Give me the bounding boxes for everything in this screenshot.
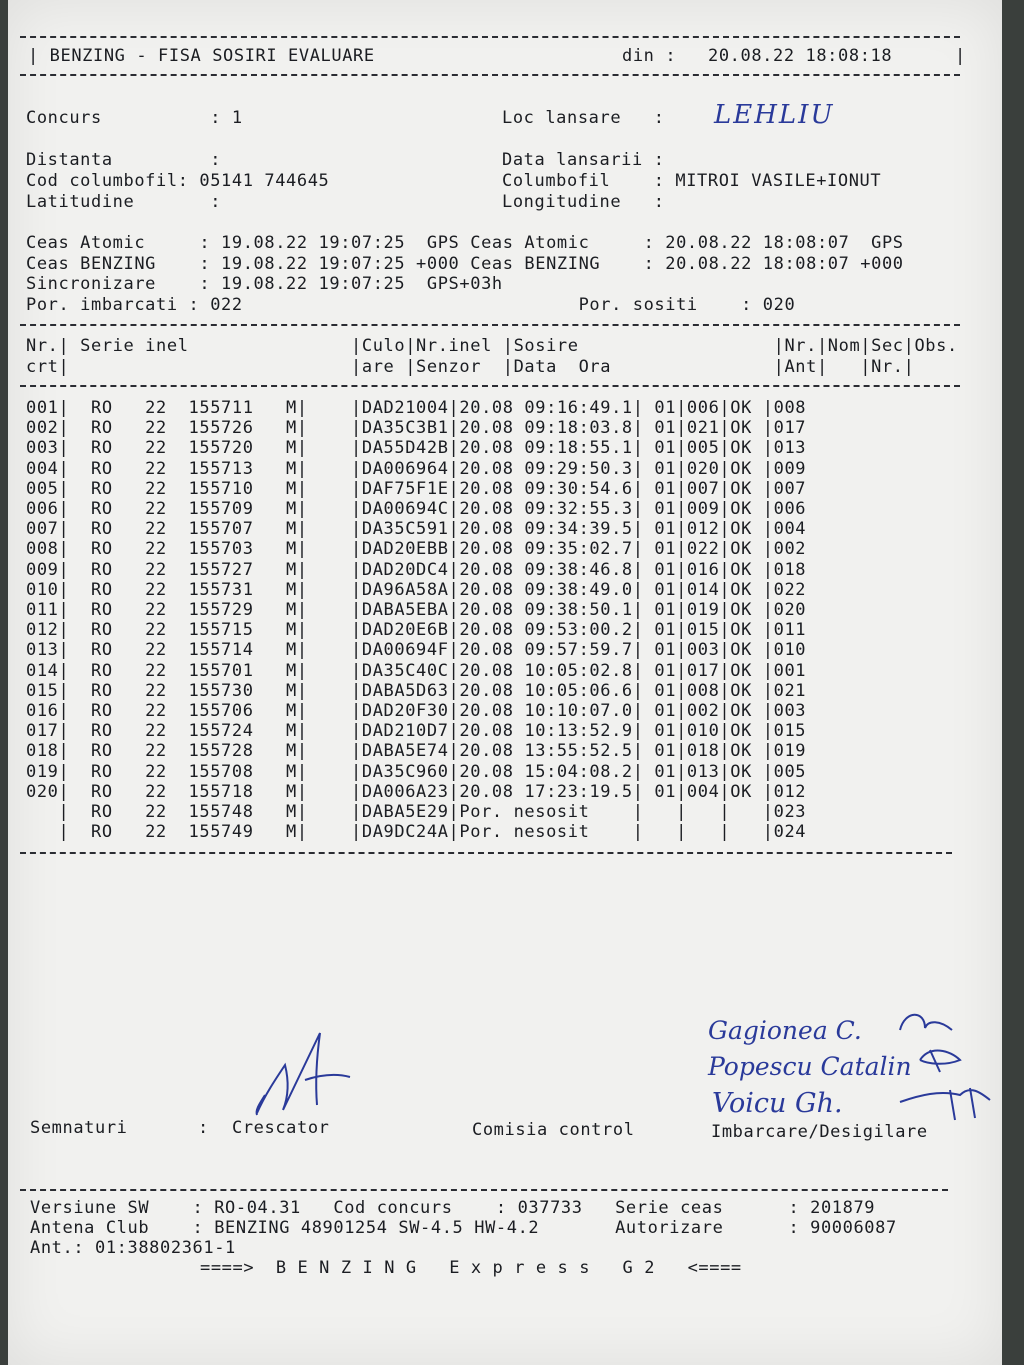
table-header-row1: Nr.| Serie inel |Culo|Nr.inel |Sosire |Nr.|Nom|Sec|Obs.	[26, 336, 958, 356]
latitudine-line: Latitudine :	[26, 192, 222, 212]
header-bar: |	[955, 46, 966, 66]
table-row: 018| RO 22 155728 M| |DABA5E74|20.08 13:55:52.5| 01|018|OK |019	[26, 741, 807, 762]
table-row: 008| RO 22 155703 M| |DAD20EBB|20.08 09:35:02.7| 01|022|OK |002	[26, 539, 807, 560]
table-row: 014| RO 22 155701 M| |DA35C40C|20.08 10:05:02.8| 01|017|OK |001	[26, 660, 807, 681]
table-row: 005| RO 22 155710 M| |DAF75F1E|20.08 09:30:54.6| 01|007|OK |007	[26, 478, 807, 499]
table-row: 001| RO 22 155711 M| |DAD21004|20.08 09:16:49.1| 01|006|OK |008	[26, 398, 807, 418]
signature-name-1: Gagionea C.	[708, 1016, 862, 1045]
signature-name-3: Voicu Gh.	[712, 1088, 843, 1119]
table-row: 006| RO 22 155709 M| |DA00694C|20.08 09:32:55.3| 01|009|OK |006	[26, 499, 807, 519]
divider	[20, 852, 952, 854]
report-title: | BENZING - FISA SOSIRI EVALUARE	[28, 46, 375, 66]
table-row: 013| RO 22 155714 M| |DA00694F|20.08 09:57:59.7| 01|003|OK |010	[26, 640, 807, 661]
longitudine-line: Longitudine :	[502, 192, 665, 212]
table-row: 002| RO 22 155726 M| |DA35C3B1|20.08 09:18:03.8| 01|021|OK |017	[26, 418, 807, 439]
clock-atomic-line: Ceas Atomic : 19.08.22 19:07:25 GPS Ceas Atomic : 20.08.22 18:08:07 GPS	[26, 233, 904, 253]
footer-brand-line: ====> B E N Z I N G E x p r e s s G 2 <====	[200, 1258, 742, 1278]
table-row: 007| RO 22 155707 M| |DA35C591|20.08 09:34:39.5| 01|012|OK |004	[26, 519, 807, 540]
table-row: 012| RO 22 155715 M| |DAD20E6B|20.08 09:53:00.2| 01|015|OK |011	[26, 620, 807, 641]
footer-antenna-line: Antena Club : BENZING 48901254 SW-4.5 HW-4.2 Autorizare : 90006087	[30, 1218, 897, 1238]
distanta-line: Distanta :	[26, 150, 222, 170]
table-row: 019| RO 22 155708 M| |DA35C960|20.08 15:04:08.2| 01|013|OK |005	[26, 761, 807, 782]
date-label: din :	[622, 46, 677, 66]
report-datetime: 20.08.22 18:08:18	[708, 46, 893, 66]
pigeon-counts-line: Por. imbarcati : 022 Por. sositi : 020	[26, 295, 796, 315]
table-row: 003| RO 22 155720 M| |DA55D42B|20.08 09:18:55.1| 01|005|OK |013	[26, 438, 807, 459]
columbofil-line: Columbofil : MITROI VASILE+IONUT	[502, 171, 882, 191]
divider	[20, 74, 960, 76]
semnaturi-label: Semnaturi	[30, 1118, 128, 1138]
divider	[20, 1189, 948, 1191]
table-row: | RO 22 155749 M| |DA9DC24A|Por. nesosit | | | |024	[26, 822, 807, 843]
sync-line: Sincronizare : 19.08.22 19:07:25 GPS+03h	[26, 274, 503, 294]
table-row: 015| RO 22 155730 M| |DABA5D63|20.08 10:05:06.6| 01|008|OK |021	[26, 680, 807, 701]
cod-columbofil-line: Cod columbofil: 05141 744645	[26, 171, 330, 191]
footer-ant-line: Ant.: 01:38802361-1	[30, 1238, 236, 1258]
commission-signatures-scribble	[880, 1000, 1000, 1130]
loc-lansare-handwritten: LEHLIU	[714, 100, 835, 130]
table-row: 004| RO 22 155713 M| |DA006964|20.08 09:29:50.3| 01|020|OK |009	[26, 458, 807, 479]
divider	[20, 385, 960, 387]
signature-name-2: Popescu Catalin	[708, 1052, 912, 1081]
table-row: 009| RO 22 155727 M| |DAD20DC4|20.08 09:38:46.8| 01|016|OK |018	[26, 559, 807, 580]
concurs-line: Concurs : 1	[26, 108, 243, 128]
table-row: 011| RO 22 155729 M| |DABA5EBA|20.08 09:38:50.1| 01|019|OK |020	[26, 600, 807, 620]
table-row: 010| RO 22 155731 M| |DA96A58A|20.08 09:38:49.0| 01|014|OK |022	[26, 579, 807, 600]
data-lansarii-line: Data lansarii :	[502, 150, 665, 170]
table-row: 020| RO 22 155718 M| |DA006A23|20.08 17:23:19.5| 01|004|OK |012	[26, 781, 807, 802]
divider	[20, 324, 960, 326]
comisia-control-label: Comisia control	[472, 1120, 635, 1140]
semnaturi-colon: :	[198, 1118, 209, 1138]
imbarcare-label: Imbarcare/Desigilare	[711, 1122, 928, 1142]
clock-benzing-line: Ceas BENZING : 19.08.22 19:07:25 +000 Ceas BENZING : 20.08.22 18:08:07 +000	[26, 254, 904, 274]
table-header-row2: crt| |are |Senzor |Data Ora |Ant| |Nr.|	[26, 357, 915, 377]
crescator-signature	[245, 1025, 360, 1120]
table-row: 016| RO 22 155706 M| |DAD20F30|20.08 10:10:07.0| 01|002|OK |003	[26, 701, 807, 721]
loc-lansare-label: Loc lansare :	[502, 108, 665, 128]
footer-version-line: Versiune SW : RO-04.31 Cod concurs : 037733 Serie ceas : 201879	[30, 1198, 876, 1218]
table-row: | RO 22 155748 M| |DABA5E29|Por. nesosit | | | |023	[26, 802, 807, 822]
divider	[20, 36, 960, 38]
table-row: 017| RO 22 155724 M| |DAD210D7|20.08 10:13:52.9| 01|010|OK |015	[26, 721, 807, 742]
crescator-label: Crescator	[232, 1118, 330, 1138]
